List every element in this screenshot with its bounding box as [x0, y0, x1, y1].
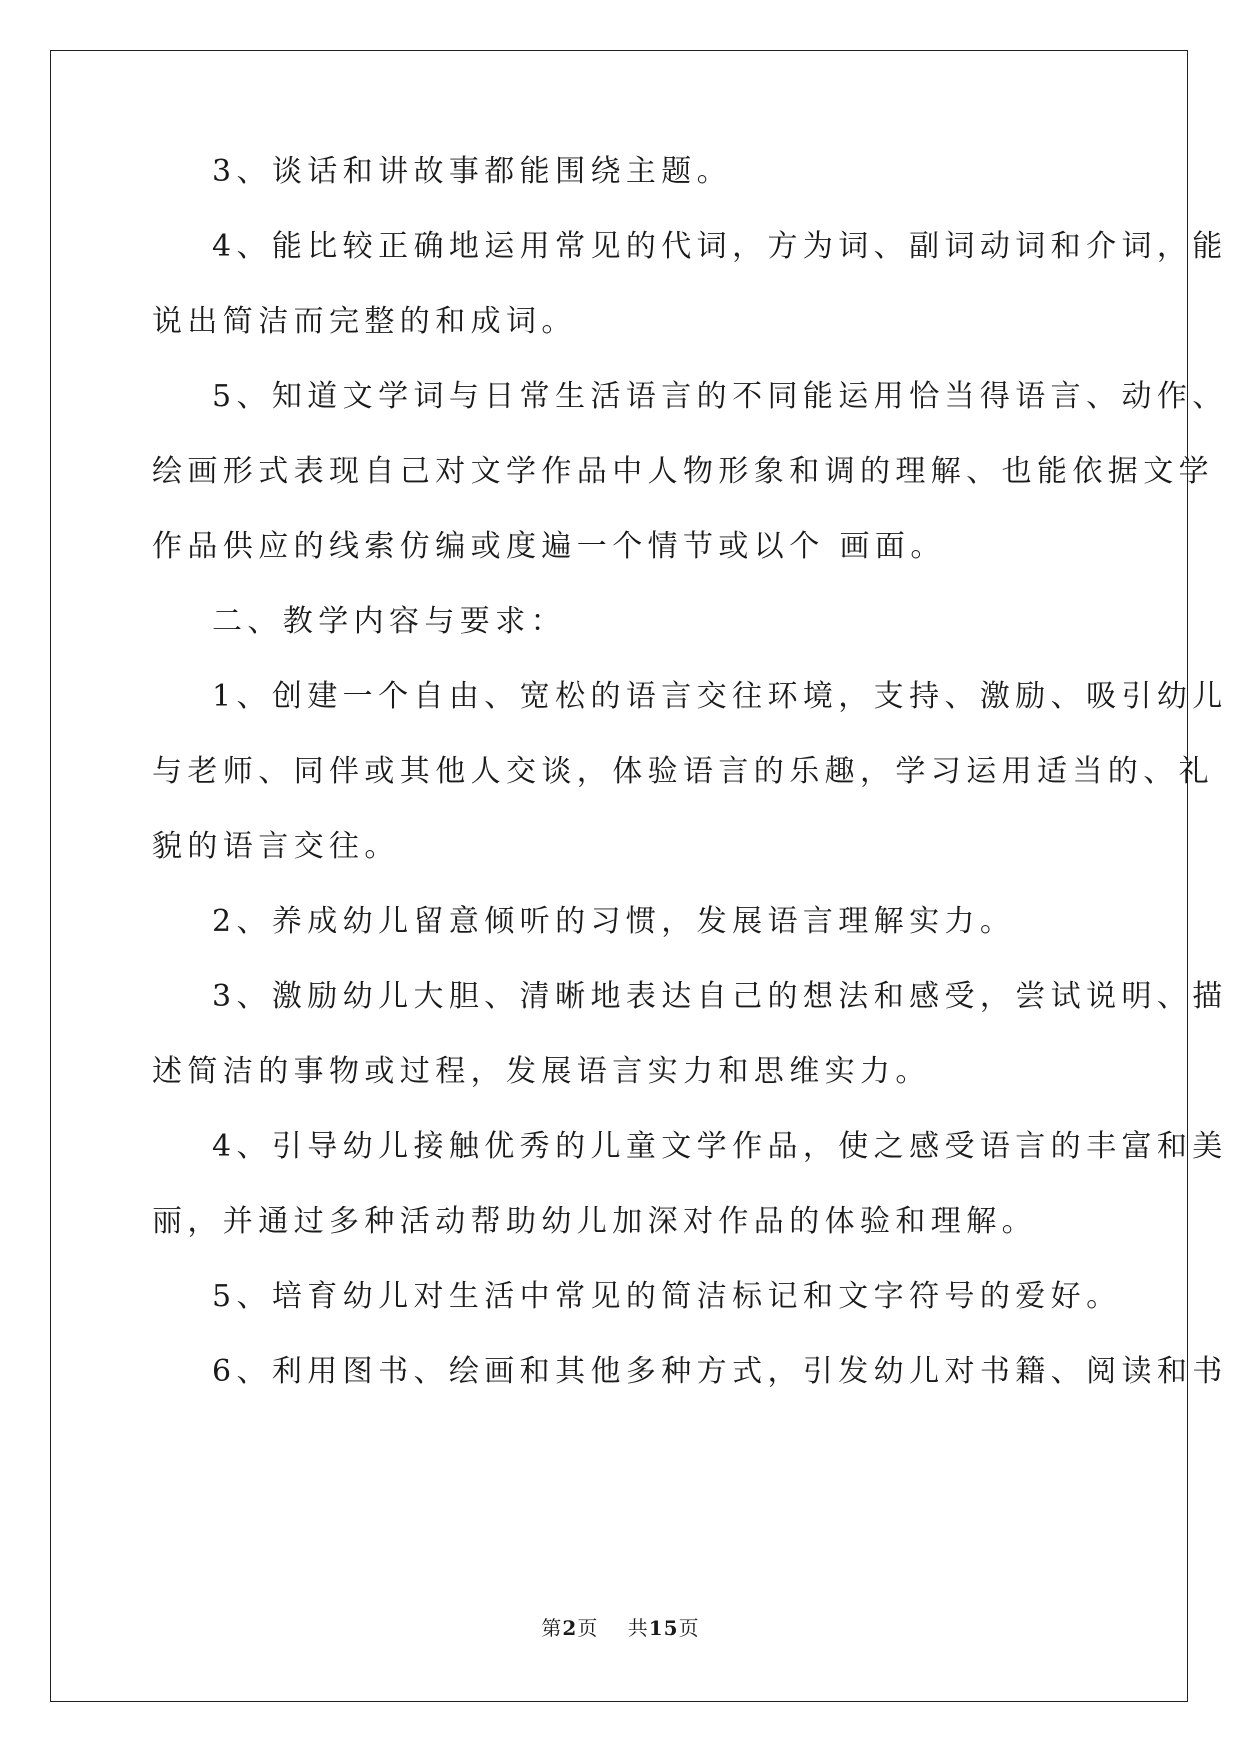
paragraph-line: 5、知道文学词与日常生活语言的不同能运用恰当得语言、动作、	[212, 379, 1228, 414]
page-border	[50, 50, 1188, 1702]
paragraph-line: 1、创建一个自由、宽松的语言交往环境，支持、激励、吸引幼儿	[212, 679, 1228, 714]
paragraph-line: 与老师、同伴或其他人交谈，体验语言的乐趣，学习运用适当的、礼	[152, 754, 1214, 789]
paragraph-line: 述简洁的事物或过程，发展语言实力和思维实力。	[152, 1054, 931, 1089]
paragraph-line: 绘画形式表现自己对文学作品中人物形象和调的理解、也能依据文学	[152, 454, 1214, 489]
footer-total-pages: 15	[648, 1616, 679, 1640]
paragraph-line: 4、引导幼儿接触优秀的儿童文学作品，使之感受语言的丰富和美	[212, 1129, 1228, 1164]
paragraph-line: 说出简洁而完整的和成词。	[152, 304, 577, 339]
footer-page-number: 2	[562, 1616, 578, 1640]
footer-total-suffix: 页	[678, 1616, 700, 1640]
paragraph-line: 6、利用图书、绘画和其他多种方式，引发幼儿对书籍、阅读和书	[212, 1354, 1228, 1389]
footer-page-suffix: 页	[577, 1616, 599, 1640]
paragraph-line: 5、培育幼儿对生活中常见的简洁标记和文字符号的爱好。	[212, 1279, 1122, 1314]
footer-page-prefix: 第	[541, 1616, 563, 1640]
page-footer	[0, 1612, 1241, 1641]
paragraph-line: 2、养成幼儿留意倾听的习惯，发展语言理解实力。	[212, 904, 1016, 939]
paragraph-line: 3、激励幼儿大胆、清晰地表达自己的想法和感受，尝试说明、描	[212, 979, 1228, 1014]
paragraph-line: 3、谈话和讲故事都能围绕主题。	[212, 154, 733, 189]
paragraph-line: 貌的语言交往。	[152, 829, 400, 864]
section-heading: 二、教学内容与要求：	[212, 604, 566, 639]
footer-total-prefix: 共	[627, 1616, 649, 1640]
paragraph-line: 作品供应的线索仿编或度遍一个情节或以个 画面。	[152, 529, 946, 564]
paragraph-line: 4、能比较正确地运用常见的代词，方为词、副词动词和介词，能	[212, 229, 1228, 264]
paragraph-line: 丽，并通过多种活动帮助幼儿加深对作品的体验和理解。	[152, 1204, 1037, 1239]
